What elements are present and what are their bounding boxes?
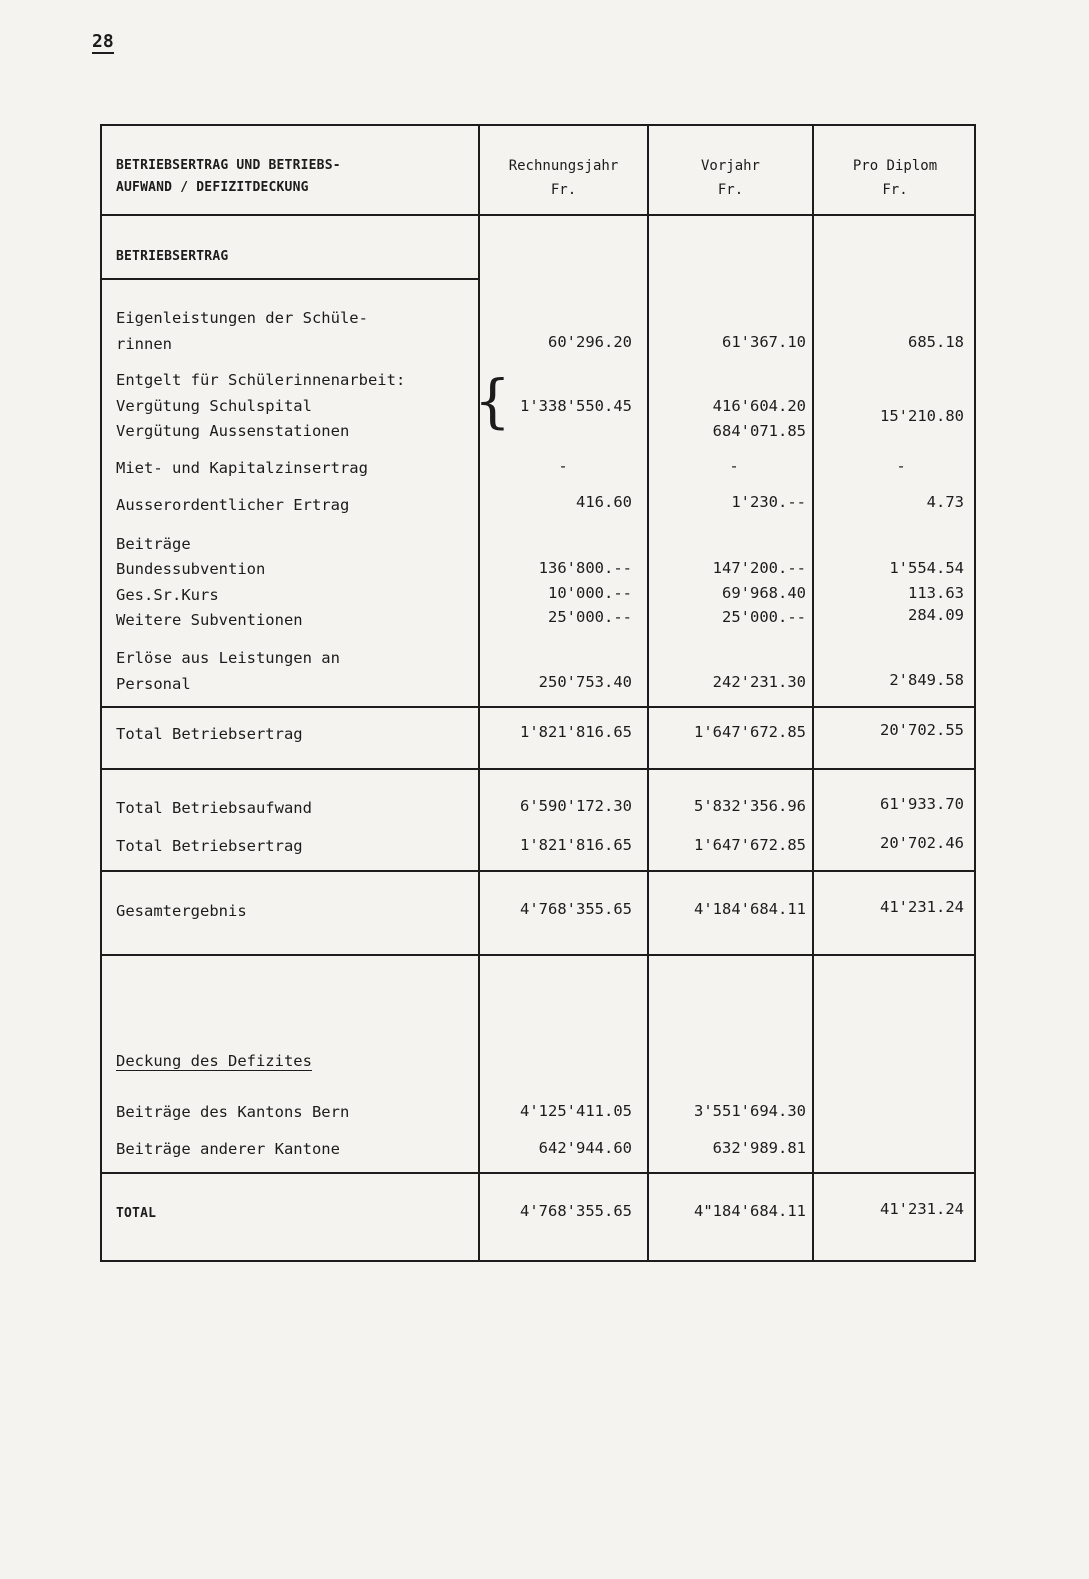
row-rule — [102, 954, 974, 956]
value-previous: 4"184'684.11 — [694, 1202, 806, 1220]
row-label: Vergütung Aussenstationen — [116, 422, 350, 440]
value-previous: 632'989.81 — [712, 1139, 806, 1157]
value-per-diploma: 284.09 — [908, 606, 964, 624]
value-current: 416.60 — [576, 493, 632, 511]
value-previous: 242'231.30 — [712, 673, 806, 691]
value-per-diploma: 1'554.54 — [889, 559, 964, 577]
financial-table — [100, 124, 976, 1262]
value-current: - — [558, 457, 568, 475]
row-label: Weitere Subventionen — [116, 611, 303, 629]
value-per-diploma: 20'702.46 — [880, 834, 964, 852]
header-current-year: Rechnungsjahr — [508, 158, 619, 174]
value-previous: 3'551'694.30 — [694, 1102, 806, 1120]
row-label: Vergütung Schulspital — [116, 397, 312, 415]
value-per-diploma: 41'231.24 — [880, 898, 964, 916]
value-current: 6'590'172.30 — [520, 797, 632, 815]
row-rule — [102, 1172, 974, 1174]
header-per-diploma-unit: Fr. — [882, 182, 908, 198]
column-divider — [478, 126, 480, 1260]
header-previous-unit: Fr. — [717, 182, 744, 198]
value-per-diploma: 4.73 — [926, 493, 964, 511]
subsection-title: Deckung des Defizites — [116, 1052, 312, 1070]
value-previous: - — [729, 457, 739, 475]
value-current: 4'768'355.65 — [520, 900, 632, 918]
row-label: Ausserordentlicher Ertrag — [116, 496, 350, 514]
section-rule — [102, 278, 480, 280]
row-label: Personal — [116, 675, 191, 693]
value-previous: 147'200.-- — [712, 559, 806, 577]
value-current: 4'768'355.65 — [520, 1202, 632, 1220]
row-label: Bundessubvention — [116, 560, 266, 578]
row-label: Total Betriebsaufwand — [116, 799, 312, 817]
brace-icon: { — [474, 367, 511, 435]
value-current: 1'821'816.65 — [520, 723, 632, 741]
value-current: 25'000.-- — [548, 608, 632, 626]
value-per-diploma: 15'210.80 — [880, 407, 964, 425]
row-label: Beiträge des Kantons Bern — [116, 1103, 350, 1121]
row-label: TOTAL — [116, 1206, 157, 1221]
value-per-diploma: 113.63 — [908, 584, 964, 602]
row-label: Beiträge anderer Kantone — [116, 1140, 340, 1158]
value-previous: 1'647'672.85 — [694, 836, 806, 854]
header-label-2: AUFWAND / DEFIZITDECKUNG — [116, 180, 309, 195]
value-current: 10'000.-- — [548, 584, 632, 602]
value-per-diploma: 41'231.24 — [880, 1200, 964, 1218]
value-per-diploma: 61'933.70 — [880, 795, 964, 813]
value-previous: 69'968.40 — [722, 584, 806, 602]
row-label: Total Betriebsertrag — [116, 837, 303, 855]
value-previous: 5'832'356.96 — [694, 797, 806, 815]
header-per-diploma: Pro Diplom — [852, 158, 938, 174]
value-previous: 61'367.10 — [722, 333, 806, 351]
value-per-diploma: - — [896, 457, 906, 475]
value-current: 250'753.40 — [538, 673, 632, 691]
value-previous: 684'071.85 — [712, 422, 806, 440]
row-label: Erlöse aus Leistungen an — [116, 649, 340, 667]
value-per-diploma: 20'702.55 — [880, 721, 964, 739]
value-current: 1'338'550.45 — [520, 397, 632, 415]
header-current-unit: Fr. — [550, 182, 577, 198]
column-divider — [647, 126, 649, 1260]
column-divider — [812, 126, 814, 1260]
value-previous: 25'000.-- — [722, 608, 806, 626]
header-label-1: BETRIEBSERTRAG UND BETRIEBS- — [116, 158, 341, 173]
row-label: Total Betriebsertrag — [116, 725, 303, 743]
page-number: 28 — [92, 31, 114, 52]
value-current: 60'296.20 — [548, 333, 632, 351]
row-label: rinnen — [116, 335, 172, 353]
value-previous: 1'230.-- — [731, 493, 806, 511]
row-label: Entgelt für Schülerinnenarbeit: — [116, 371, 406, 389]
section-title: BETRIEBSERTRAG — [116, 249, 229, 264]
row-rule — [102, 706, 974, 708]
value-previous: 1'647'672.85 — [694, 723, 806, 741]
row-label: Eigenleistungen der Schüle- — [116, 309, 368, 327]
value-current: 642'944.60 — [538, 1139, 632, 1157]
row-label: Beiträge — [116, 535, 191, 553]
value-current: 4'125'411.05 — [520, 1102, 632, 1120]
value-previous: 416'604.20 — [712, 397, 806, 415]
row-label: Miet- und Kapitalzinsertrag — [116, 459, 368, 477]
value-current: 1'821'816.65 — [520, 836, 632, 854]
row-label: Gesamtergebnis — [116, 902, 247, 920]
value-previous: 4'184'684.11 — [694, 900, 806, 918]
row-label: Ges.Sr.Kurs — [116, 586, 219, 604]
header-previous-year: Vorjahr — [700, 158, 760, 174]
value-current: 136'800.-- — [538, 559, 632, 577]
header-rule — [102, 214, 974, 216]
row-rule — [102, 870, 974, 872]
row-rule — [102, 768, 974, 770]
value-per-diploma: 685.18 — [908, 333, 964, 351]
value-per-diploma: 2'849.58 — [889, 671, 964, 689]
